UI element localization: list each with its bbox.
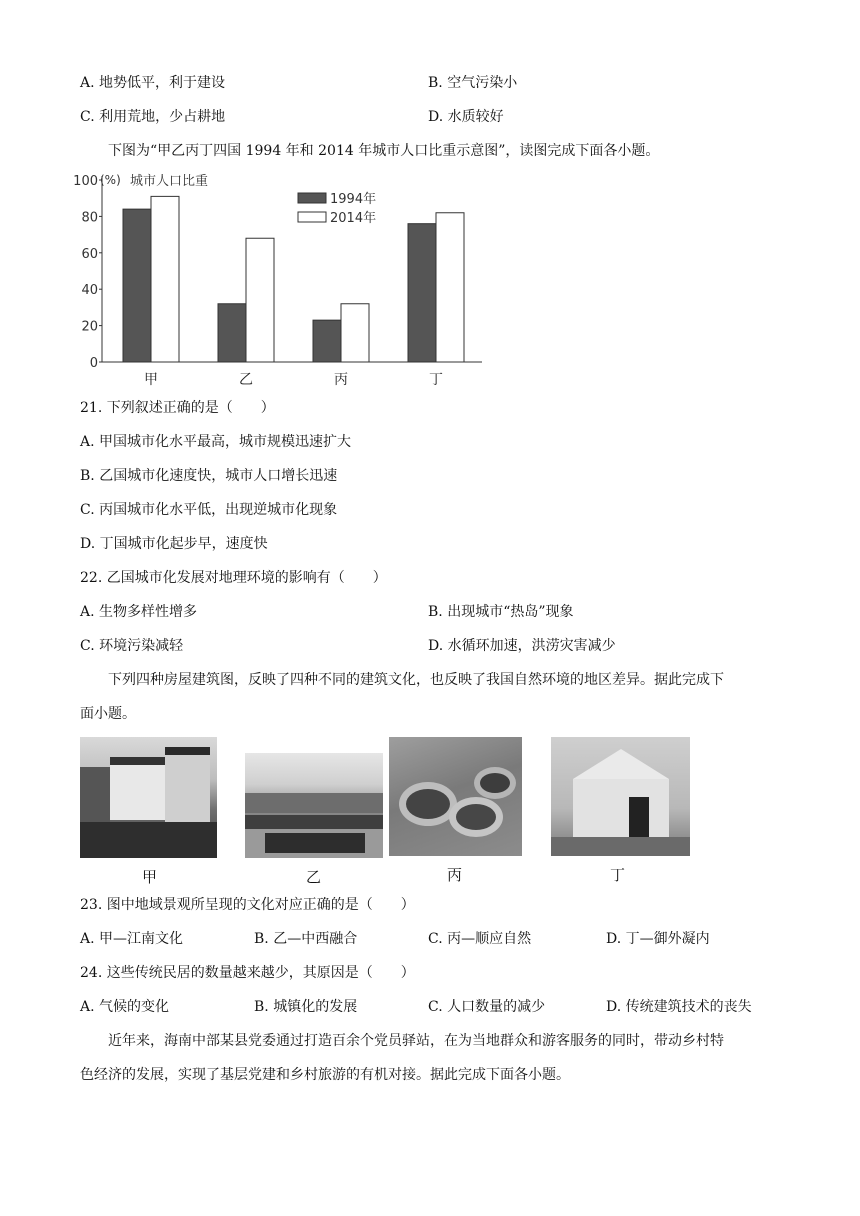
q20-option-c: C. 利用荒地，少占耕地	[80, 109, 226, 125]
q21-option-a: A. 甲国城市化水平最高，城市规模迅速扩大	[80, 434, 352, 450]
q21-option-c: C. 丙国城市化水平低，出现逆城市化现象	[80, 502, 338, 518]
legend-label: 1994年	[330, 192, 377, 207]
y-tick-label: 60	[81, 246, 98, 262]
y-tick-label: 100	[73, 174, 98, 189]
q24-option-c: C. 人口数量的减少	[428, 999, 546, 1015]
bar-丁-2014年	[436, 213, 464, 362]
q23-option-c: C. 丙—顺应自然	[428, 931, 532, 947]
photo-label-yi: 乙	[306, 868, 322, 886]
q22-stem: 22. 乙国城市化发展对地理环境的影响有（ ）	[80, 570, 387, 586]
q20-option-a: A. 地势低平，利于建设	[80, 75, 226, 91]
hainan-intro-line2: 色经济的发展，实现了基层党建和乡村旅游的有机对接。据此完成下面各小题。	[80, 1067, 570, 1083]
chart-intro: 下图为“甲乙丙丁四国 1994 年和 2014 年城市人口比重示意图”，读图完成下面各小题。	[108, 143, 660, 159]
houses-intro-line2: 面小题。	[80, 706, 136, 722]
q24-option-b: B. 城镇化的发展	[254, 999, 358, 1015]
legend-swatch	[298, 193, 326, 203]
q24-option-a: A. 气候的变化	[80, 999, 170, 1015]
bar-乙-1994年	[218, 304, 246, 362]
bar-丁-1994年	[408, 224, 436, 362]
bar-甲-1994年	[123, 209, 151, 362]
category-label: 丙	[334, 372, 348, 388]
y-axis-unit: (%)	[100, 173, 121, 187]
photo-jia-water-town	[80, 737, 217, 858]
hainan-intro-line1: 近年来，海南中部某县党委通过打造百余个党员驿站，在为当地群众和游客服务的同时，带动乡村特	[108, 1033, 724, 1049]
y-tick-label: 20	[81, 319, 98, 335]
q22-option-d: D. 水循环加速，洪涝灾害减少	[428, 638, 616, 654]
legend-label: 2014年	[330, 211, 377, 226]
photo-label-ding: 丁	[610, 866, 626, 884]
photo-bing-tulou	[389, 737, 522, 856]
q22-option-c: C. 环境污染减轻	[80, 638, 184, 654]
y-tick-label: 40	[81, 283, 98, 299]
photo-label-jia: 甲	[142, 868, 158, 886]
q23-stem: 23. 图中地域景观所呈现的文化对应正确的是（ ）	[80, 897, 415, 913]
category-label: 乙	[239, 372, 253, 388]
q20-option-b: B. 空气污染小	[428, 75, 518, 91]
houses-intro-line1: 下列四种房屋建筑图，反映了四种不同的建筑文化，也反映了我国自然环境的地区差异。据此完成下	[108, 672, 724, 688]
photo-label-bing: 丙	[447, 866, 463, 884]
q23-option-b: B. 乙—中西融合	[254, 931, 358, 947]
chart-title: 城市人口比重	[130, 174, 209, 189]
urban-population-chart	[70, 166, 490, 390]
category-label: 丁	[429, 372, 443, 388]
legend-swatch	[298, 212, 326, 222]
y-tick-label: 0	[89, 356, 98, 371]
q23-option-a: A. 甲—江南文化	[80, 931, 184, 947]
category-label: 甲	[144, 372, 158, 388]
photo-ding-yurt	[551, 737, 690, 856]
y-tick-label: 80	[81, 210, 98, 226]
q20-option-d: D. 水质较好	[428, 109, 504, 125]
q24-stem: 24. 这些传统民居的数量越来越少，其原因是（ ）	[80, 965, 415, 981]
q23-option-d: D. 丁—御外凝内	[606, 931, 710, 947]
bar-甲-2014年	[151, 196, 179, 362]
q22-option-b: B. 出现城市“热岛”现象	[428, 604, 574, 620]
bar-乙-2014年	[246, 238, 274, 362]
q21-stem: 21. 下列叙述正确的是（ ）	[80, 400, 275, 416]
bar-丙-2014年	[341, 304, 369, 362]
q22-option-a: A. 生物多样性增多	[80, 604, 198, 620]
q24-option-d: D. 传统建筑技术的丧失	[606, 999, 752, 1015]
q21-option-b: B. 乙国城市化速度快，城市人口增长迅速	[80, 468, 338, 484]
q21-option-d: D. 丁国城市化起步早，速度快	[80, 536, 268, 552]
photo-yi-siheyuan	[245, 753, 383, 858]
bar-丙-1994年	[313, 320, 341, 362]
